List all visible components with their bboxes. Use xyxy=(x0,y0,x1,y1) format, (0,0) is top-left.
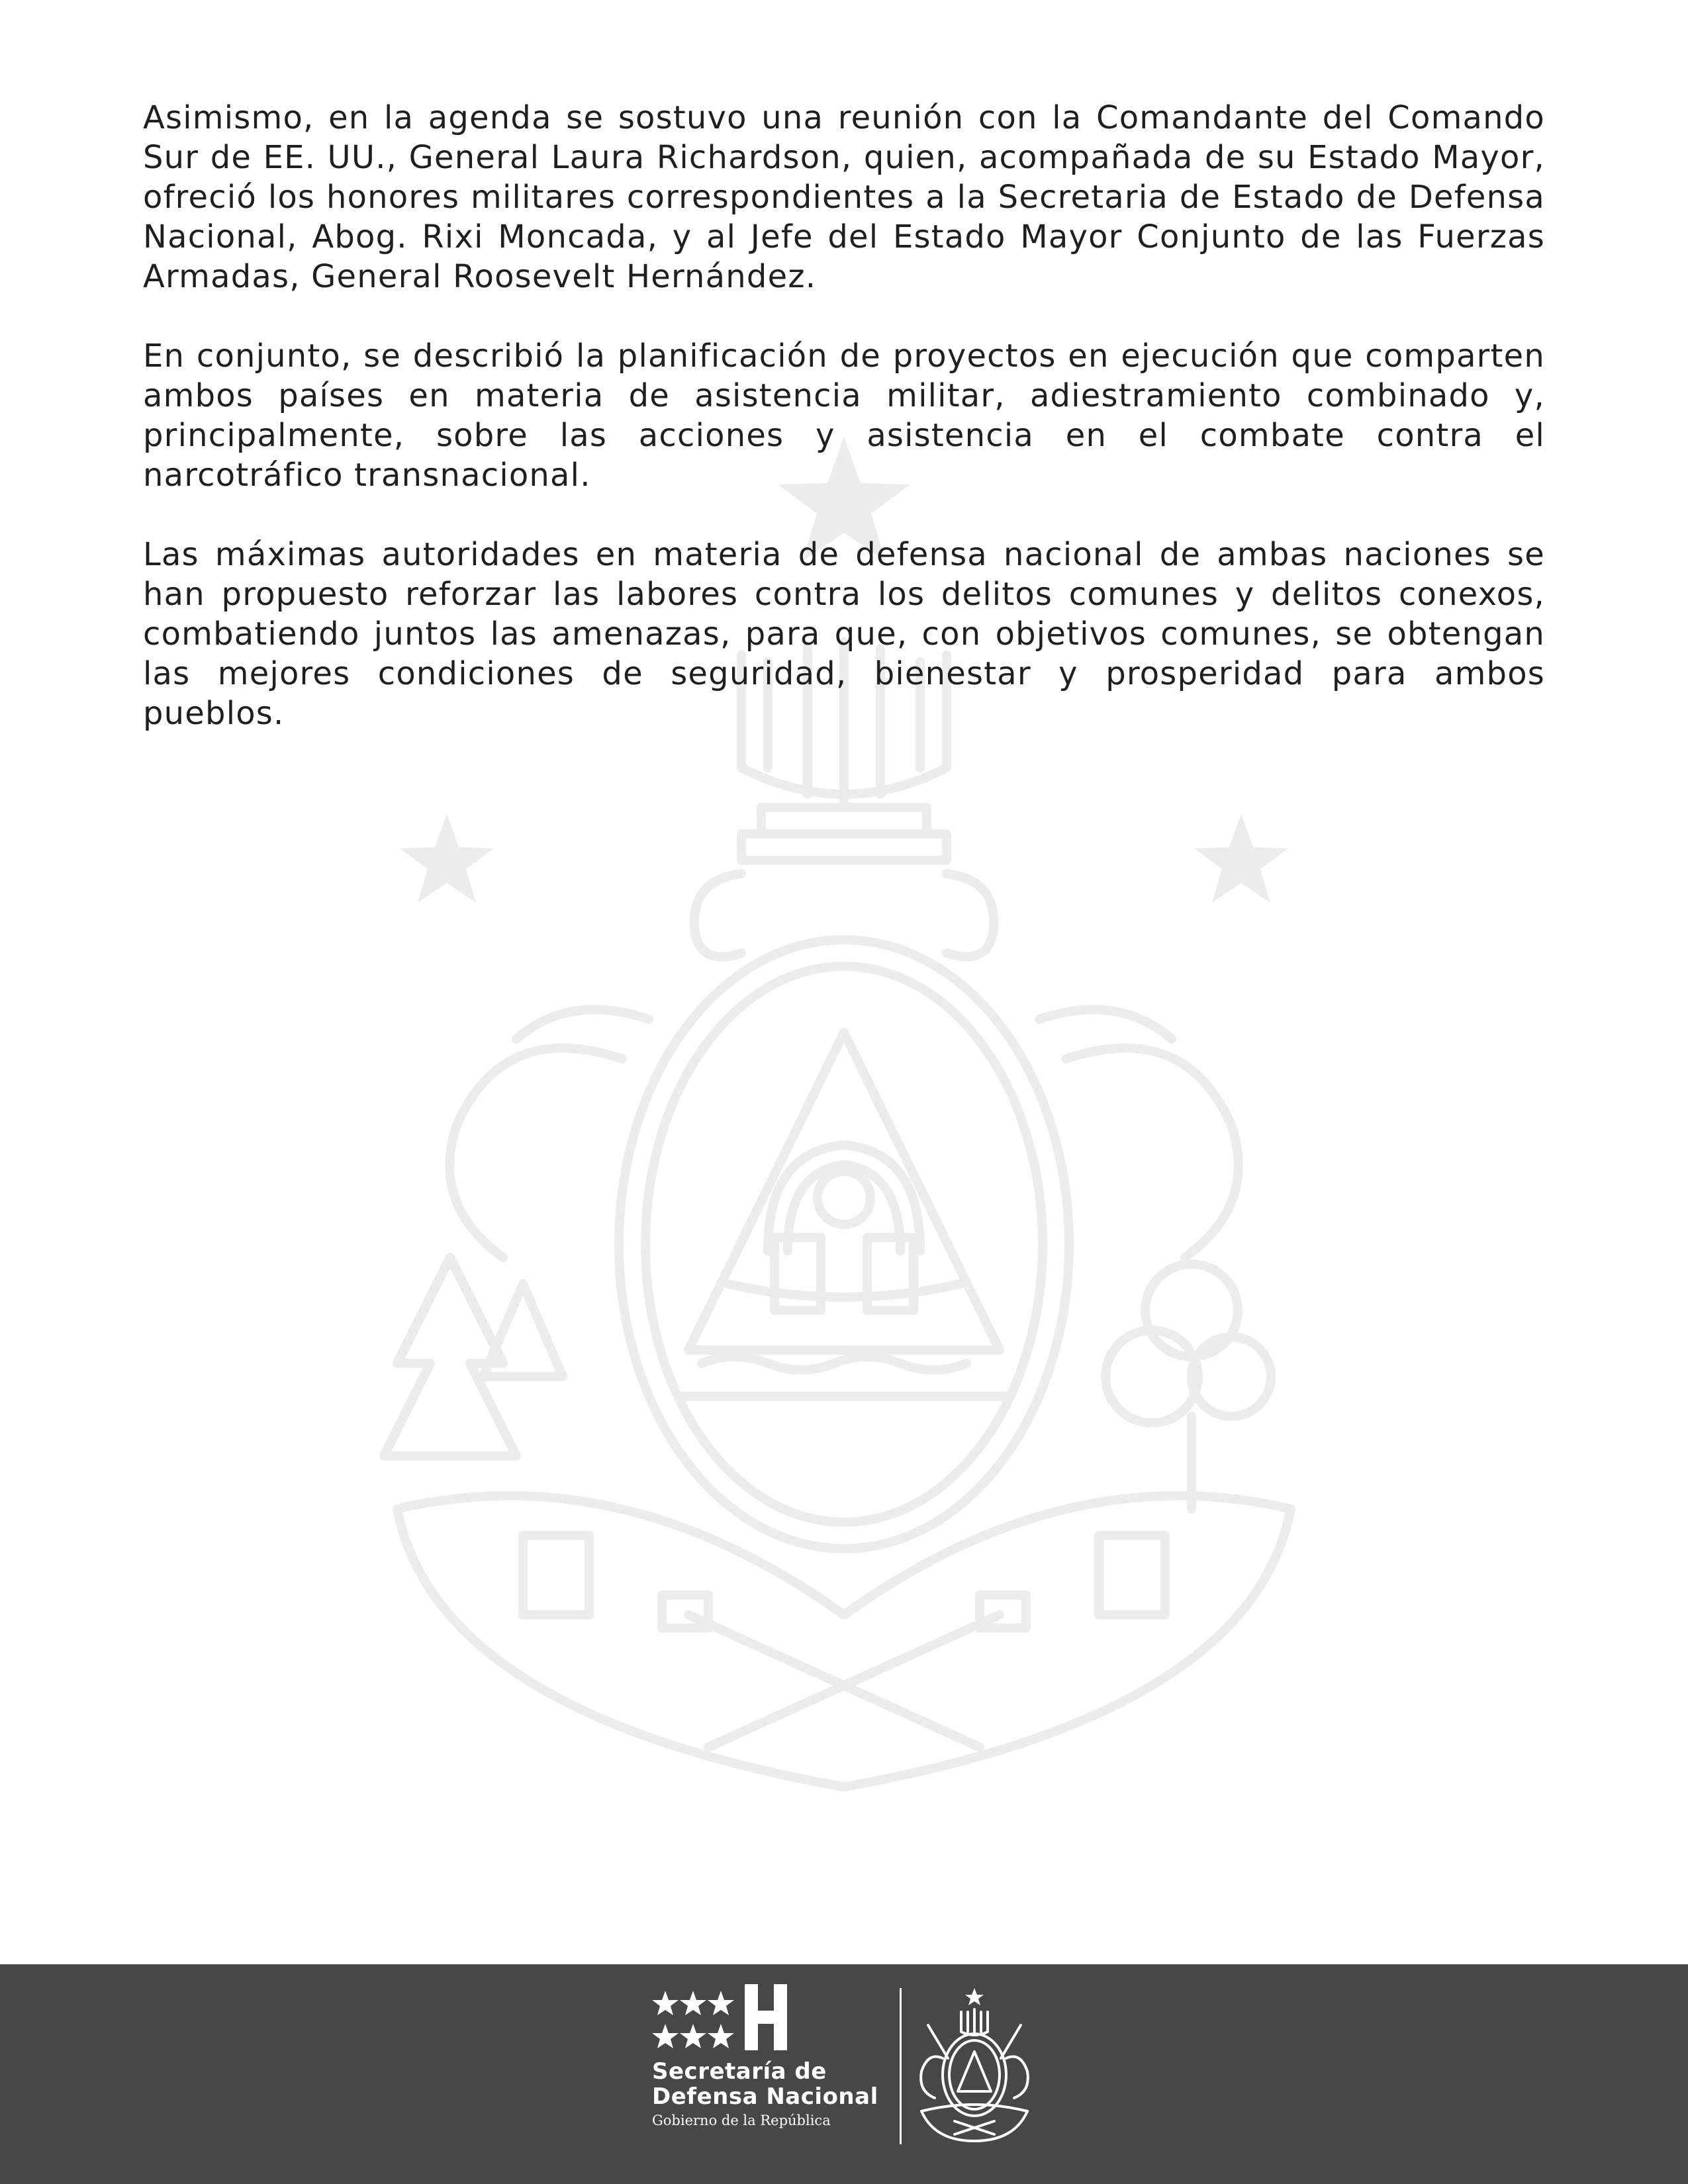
stars-icon xyxy=(652,1988,751,2061)
paragraph-2: En conjunto, se describió la planificación de proyectos en ejecución que comparten ambos países en materia de asistencia militar, adiestramiento combinado y, principalmente, sobre las acciones y asistencia en el combate contra el narcotráfico transnacional. xyxy=(143,338,1545,494)
org-subtitle: Gobierno de la República xyxy=(652,2113,831,2128)
paragraph-3: Las máximas autoridades en materia de defensa nacional de ambas naciones se han propuesto reforzar las labores contra los delitos comunes y delitos conexos, combatiendo juntos las amenazas, para que, con objetivos comunes, se obtengan las mejores condiciones de seguridad, bienestar y prosperidad para ambos pueblos. xyxy=(143,536,1545,732)
org-name-line-1: Secretaría de xyxy=(652,2058,827,2085)
press-release-body xyxy=(143,98,1545,773)
paragraph-1: Asimismo, en la agenda se sostuvo una reunión con la Comandante del Comando Sur de EE. UU., General Laura Richardson, quien, acompañada de su Estado Mayor, ofreció los honores militares correspondientes a la Secretaria de Estado de Defensa Nacional, Abog. Rixi Moncada, y al Jefe del Estado Mayor Conjunto de las Fuerzas Armadas, General Roosevelt Hernández. xyxy=(143,99,1545,295)
sedena-logo xyxy=(652,1984,890,2163)
footer-divider xyxy=(900,1988,902,2144)
org-name-line-2: Defensa Nacional xyxy=(652,2083,878,2110)
h-mark-icon xyxy=(745,1984,787,2057)
national-seal-icon xyxy=(908,1985,1041,2144)
